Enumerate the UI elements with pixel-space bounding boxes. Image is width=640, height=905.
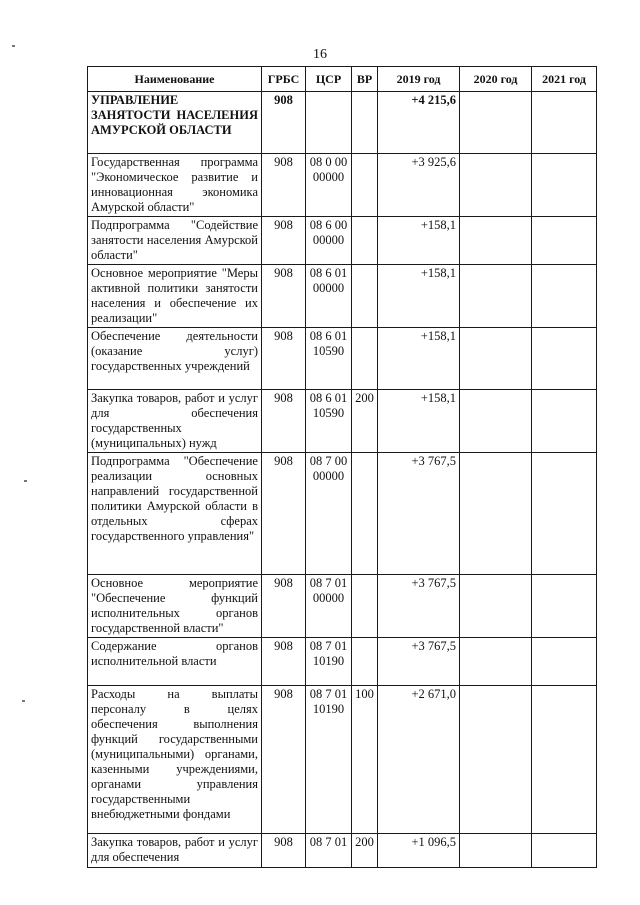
column-header-vr: ВР xyxy=(352,67,378,92)
row-2019: +3 767,5 xyxy=(378,453,460,575)
row-2020 xyxy=(460,834,532,868)
row-2020 xyxy=(460,154,532,217)
row-vr xyxy=(352,92,378,154)
row-2019: +3 767,5 xyxy=(378,575,460,638)
table-header-row xyxy=(88,67,597,92)
row-vr xyxy=(352,154,378,217)
table-row xyxy=(88,265,597,328)
row-2019: +3 925,6 xyxy=(378,154,460,217)
row-2020 xyxy=(460,217,532,265)
row-vr: 100 xyxy=(352,686,378,834)
column-header-2021: 2021 год xyxy=(532,67,597,92)
row-name: Закупка товаров, работ и услуг для обеспечения xyxy=(88,834,262,868)
column-header-name: Наименование xyxy=(88,67,262,92)
row-name: Подпрограмма "Обеспечение реализации основных направлений государственной политики Амурской области в отдельных сферах государственного управления" xyxy=(88,453,262,575)
row-name: УПРАВЛЕНИЕ ЗАНЯТОСТИ НАСЕЛЕНИЯ АМУРСКОЙ ОБЛАСТИ xyxy=(88,92,262,154)
column-header-2020: 2020 год xyxy=(460,67,532,92)
row-name: Обеспечение деятельности (оказание услуг) государственных учреждений xyxy=(88,328,262,390)
row-grbs: 908 xyxy=(262,575,306,638)
row-vr: 200 xyxy=(352,834,378,868)
row-2019: +1 096,5 xyxy=(378,834,460,868)
row-grbs: 908 xyxy=(262,328,306,390)
row-csr: 08 7 01 xyxy=(306,834,352,868)
row-grbs: 908 xyxy=(262,686,306,834)
row-csr: 08 7 01 10190 xyxy=(306,638,352,686)
row-vr xyxy=(352,217,378,265)
row-2020 xyxy=(460,92,532,154)
table-row xyxy=(88,217,597,265)
row-name: Государственная программа "Экономическое развитие и инновационная экономика Амурской области" xyxy=(88,154,262,217)
table-row xyxy=(88,328,597,390)
row-vr xyxy=(352,575,378,638)
row-grbs: 908 xyxy=(262,453,306,575)
row-csr xyxy=(306,92,352,154)
row-vr xyxy=(352,265,378,328)
row-csr: 08 7 00 00000 xyxy=(306,453,352,575)
table-row xyxy=(88,638,597,686)
row-name: Основное мероприятие "Меры активной политики занятости населения и обеспечение их реализации" xyxy=(88,265,262,328)
row-csr: 08 7 01 00000 xyxy=(306,575,352,638)
row-2021 xyxy=(532,575,597,638)
row-grbs: 908 xyxy=(262,834,306,868)
row-vr xyxy=(352,638,378,686)
page-number: 16 xyxy=(313,47,327,62)
table-row xyxy=(88,575,597,638)
row-grbs: 908 xyxy=(262,217,306,265)
scan-speck xyxy=(22,700,25,702)
row-name: Основное мероприятие "Обеспечение функций исполнительных органов государственной власти" xyxy=(88,575,262,638)
row-csr: 08 7 01 10190 xyxy=(306,686,352,834)
table-row xyxy=(88,154,597,217)
row-2021 xyxy=(532,154,597,217)
row-vr xyxy=(352,453,378,575)
row-grbs: 908 xyxy=(262,638,306,686)
row-name: Подпрограмма "Содействие занятости населения Амурской области" xyxy=(88,217,262,265)
row-2020 xyxy=(460,390,532,453)
row-2019: +2 671,0 xyxy=(378,686,460,834)
row-2019: +158,1 xyxy=(378,390,460,453)
row-2019: +158,1 xyxy=(378,328,460,390)
scan-speck xyxy=(12,45,15,47)
row-2021 xyxy=(532,638,597,686)
row-grbs: 908 xyxy=(262,265,306,328)
row-vr: 200 xyxy=(352,390,378,453)
row-name: Закупка товаров, работ и услуг для обеспечения государственных (муниципальных) нужд xyxy=(88,390,262,453)
row-vr xyxy=(352,328,378,390)
row-csr: 08 6 00 00000 xyxy=(306,217,352,265)
row-2020 xyxy=(460,638,532,686)
row-grbs: 908 xyxy=(262,390,306,453)
row-2019: +4 215,6 xyxy=(378,92,460,154)
table-row xyxy=(88,686,597,834)
row-2019: +158,1 xyxy=(378,217,460,265)
row-name: Расходы на выплаты персоналу в целях обеспечения выполнения функций государственными (муниципальными) органами, казенными учреждениями, органами управления государственными внебюджетными фондами xyxy=(88,686,262,834)
table-row xyxy=(88,390,597,453)
row-2019: +158,1 xyxy=(378,265,460,328)
table-row xyxy=(88,92,597,154)
row-2020 xyxy=(460,575,532,638)
row-2021 xyxy=(532,390,597,453)
row-2021 xyxy=(532,265,597,328)
row-2021 xyxy=(532,453,597,575)
row-2020 xyxy=(460,453,532,575)
table-row xyxy=(88,453,597,575)
row-name: Содержание органов исполнительной власти xyxy=(88,638,262,686)
row-2020 xyxy=(460,328,532,390)
row-2021 xyxy=(532,834,597,868)
row-2021 xyxy=(532,92,597,154)
row-grbs: 908 xyxy=(262,154,306,217)
row-2019: +3 767,5 xyxy=(378,638,460,686)
row-csr: 08 6 01 00000 xyxy=(306,265,352,328)
row-2021 xyxy=(532,217,597,265)
column-header-2019: 2019 год xyxy=(378,67,460,92)
row-2021 xyxy=(532,686,597,834)
row-2020 xyxy=(460,265,532,328)
row-csr: 08 6 01 10590 xyxy=(306,390,352,453)
budget-table xyxy=(87,66,597,868)
row-csr: 08 0 00 00000 xyxy=(306,154,352,217)
scan-speck xyxy=(24,480,27,482)
column-header-csr: ЦСР xyxy=(306,67,352,92)
row-2021 xyxy=(532,328,597,390)
column-header-grbs: ГРБС xyxy=(262,67,306,92)
row-grbs: 908 xyxy=(262,92,306,154)
row-csr: 08 6 01 10590 xyxy=(306,328,352,390)
table-row xyxy=(88,834,597,868)
row-2020 xyxy=(460,686,532,834)
